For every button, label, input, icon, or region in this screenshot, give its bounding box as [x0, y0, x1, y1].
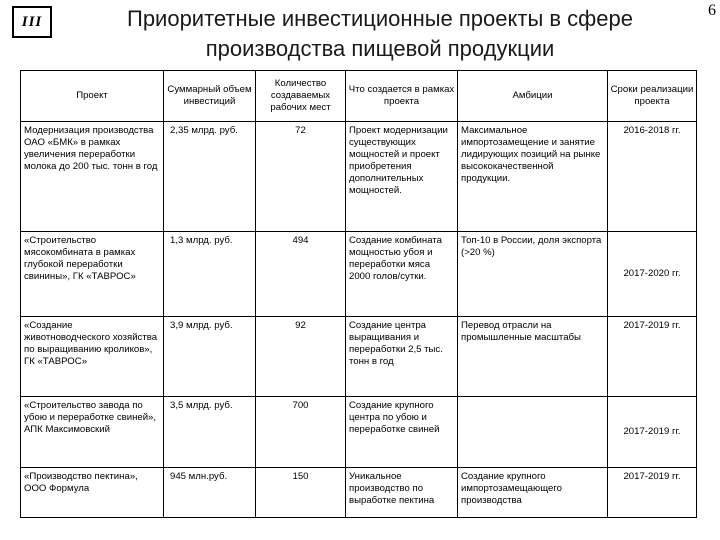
- cell-ambitions: [458, 397, 608, 468]
- cell-created: Уникальное производство по выработке пектина: [346, 468, 458, 518]
- cell-ambitions: Максимальное импортозамещение и занятие лидирующих позиций на рынке высококачественной продукции.: [458, 122, 608, 232]
- table-row: [21, 397, 697, 468]
- cell-project: «Строительство завода по убою и переработке свиней», АПК Максимовский: [21, 397, 164, 468]
- header-ambitions: Амбиции: [458, 71, 608, 122]
- header-project: Проект: [21, 71, 164, 122]
- cell-project: «Создание животноводческого хозяйства по выращиванию кроликов», ГК «ТАВРОС»: [21, 317, 164, 397]
- cell-project: Модернизация производства ОАО «БМК» в рамках увеличения переработки молока до 200 тыс. тонн в год: [21, 122, 164, 232]
- cell-term: 2017-2019 гг.: [608, 468, 697, 518]
- header-term: Сроки реализации проекта: [608, 71, 697, 122]
- header-jobs: Количество создаваемых рабочих мест: [256, 71, 346, 122]
- cell-project: «Производство пектина», ООО Формула: [21, 468, 164, 518]
- cell-project: «Строительство мясокомбината в рамках глубокой переработки свинины», ГК «ТАВРОС»: [21, 232, 164, 317]
- cell-created: Проект модернизации существующих мощностей и проект приобретения дополнительных мощностей.: [346, 122, 458, 232]
- cell-ambitions: Топ-10 в России, доля экспорта (>20 %): [458, 232, 608, 317]
- table-header-row: [21, 71, 697, 122]
- cell-term: 2017-2019 гг.: [608, 317, 697, 397]
- page-title: Приоритетные инвестиционные проекты в сфере производства пищевой продукции: [127, 6, 633, 61]
- table-row: [21, 122, 697, 232]
- cell-investment: 945 млн.руб.: [164, 468, 256, 518]
- cell-jobs: 494: [256, 232, 346, 317]
- cell-created: Создание комбината мощностью убоя и переработки мяса 2000 голов/сутки.: [346, 232, 458, 317]
- cell-investment: 2,35 млрд. руб.: [164, 122, 256, 232]
- cell-ambitions: Создание крупного импортозамещающего производства: [458, 468, 608, 518]
- header-created: Что создается в рамках проекта: [346, 71, 458, 122]
- section-badge: III: [12, 6, 52, 38]
- cell-jobs: 700: [256, 397, 346, 468]
- cell-jobs: 150: [256, 468, 346, 518]
- cell-created: Создание центра выращивания и переработки 2,5 тыс. тонн в год: [346, 317, 458, 397]
- cell-term: 2016-2018 гг.: [608, 122, 697, 232]
- cell-jobs: 72: [256, 122, 346, 232]
- projects-table: [20, 70, 697, 518]
- slide-number: 6: [708, 2, 716, 19]
- header-investment: Суммарный объем инвестиций: [164, 71, 256, 122]
- table-row: [21, 468, 697, 518]
- cell-created: Создание крупного центра по убою и переработке свиней: [346, 397, 458, 468]
- cell-investment: 3,5 млрд. руб.: [164, 397, 256, 468]
- cell-ambitions: Перевод отрасли на промышленные масштабы: [458, 317, 608, 397]
- cell-term: 2017-2019 гг.: [608, 397, 697, 468]
- table-row: [21, 232, 697, 317]
- cell-investment: 3,9 млрд. руб.: [164, 317, 256, 397]
- cell-jobs: 92: [256, 317, 346, 397]
- cell-term: 2017-2020 гг.: [608, 232, 697, 317]
- table-row: [21, 317, 697, 397]
- cell-investment: 1,3 млрд. руб.: [164, 232, 256, 317]
